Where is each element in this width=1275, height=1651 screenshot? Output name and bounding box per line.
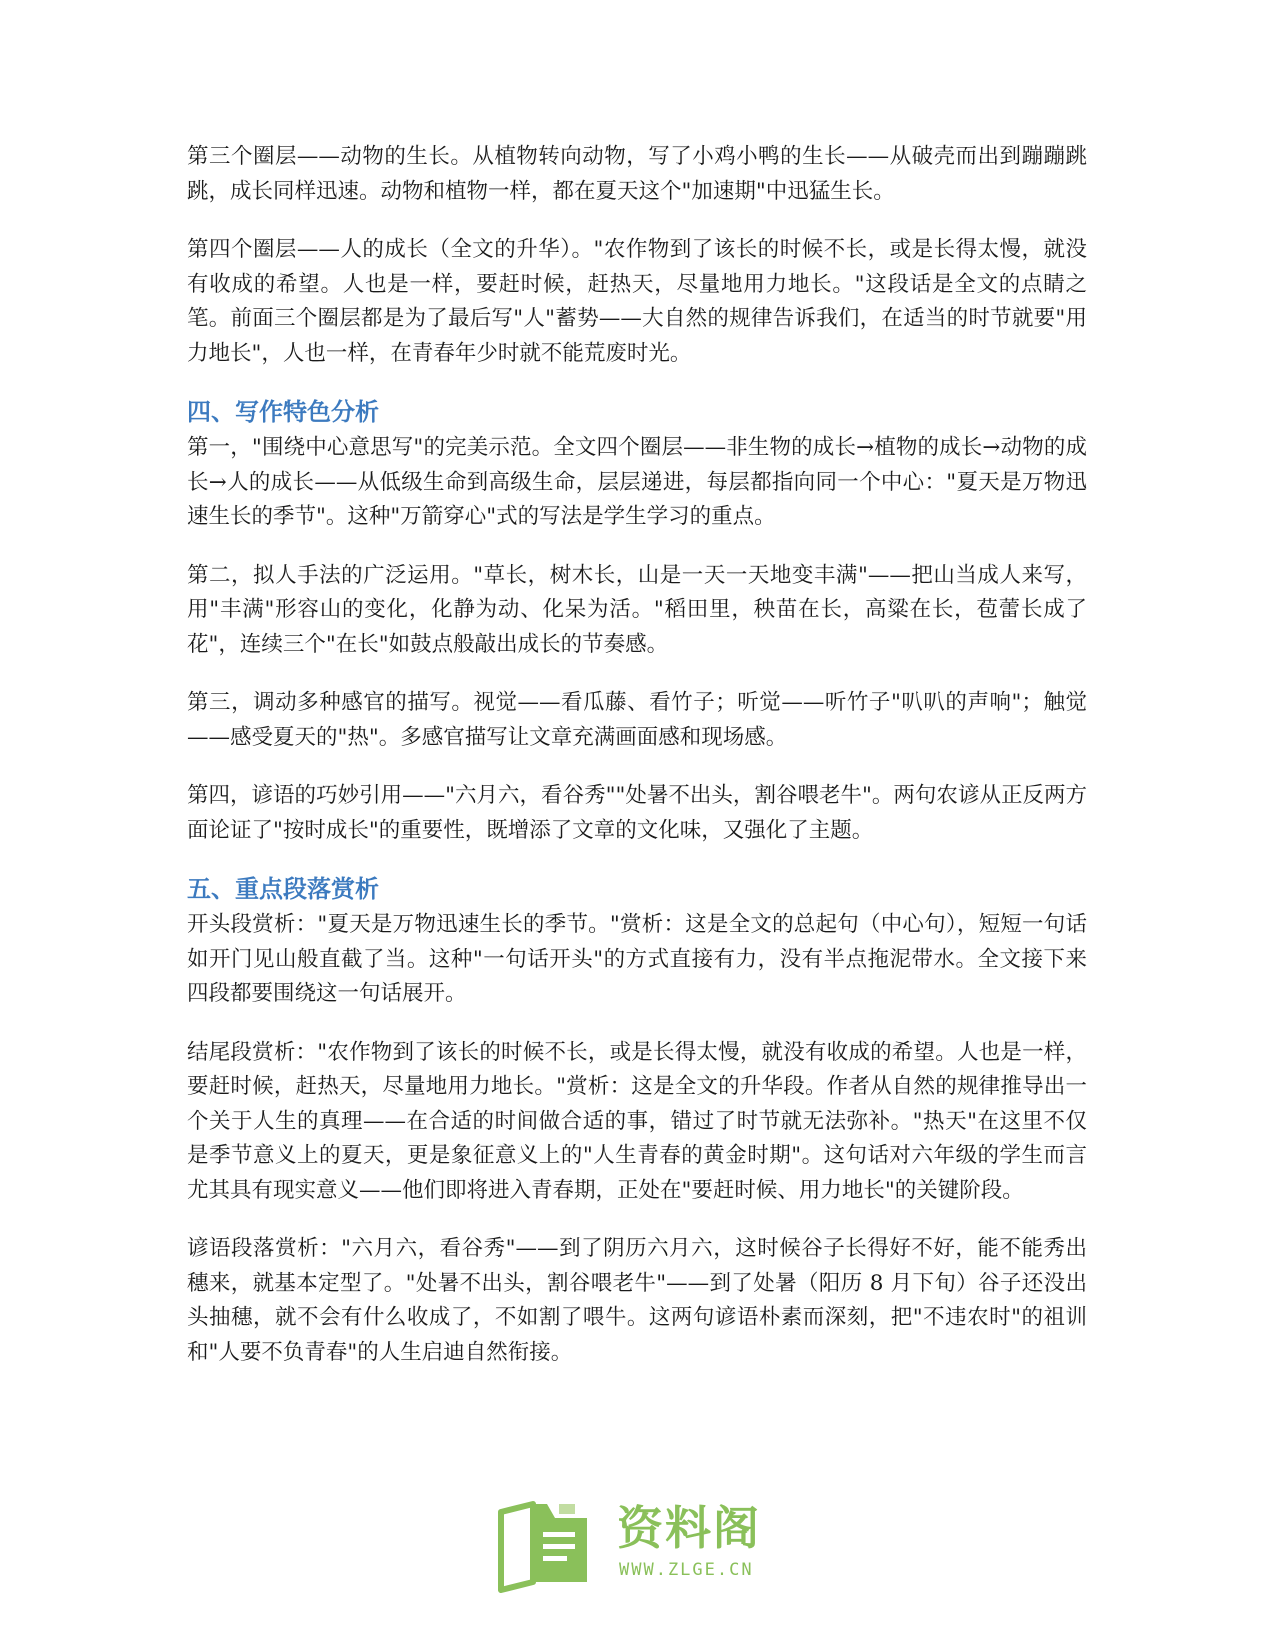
section-heading-key-paragraphs: 五、重点段落赏析 (187, 875, 379, 903)
paragraph-fourth-circle: 第四个圈层——人的成长（全文的升华）。"农作物到了该长的时候不长，或是长得太慢，就没有收成的希望。人也是一样，要赶时候，赶热天，尽量地用力地长。"这段话是全文的点睛之笔。前面三个圈层都是为了最后写"人"蓄势——大自然的规律告诉我们，在适当的时节就要"用力地长"，人也一样，在青春年少时就不能荒废时光。 (187, 237, 1087, 366)
section-heading-writing-features: 四、写作特色分析 (187, 398, 379, 426)
paragraph-feature-2: 第二，拟人手法的广泛运用。"草长，树木长，山是一天一天地变丰满"——把山当成人来写，用"丰满"形容山的变化，化静为动、化呆为活。"稻田里，秧苗在长，高粱在长，苞蕾长成了花"，连续三个"在长"如鼓点般敲出成长的节奏感。 (187, 562, 1087, 657)
brand-name: 资料阁 (617, 1501, 761, 1555)
paragraph-feature-3: 第三，调动多种感官的描写。视觉——看瓜藤、看竹子；听觉——听竹子"叭叭的声响"；触觉——感受夏天的"热"。多感官描写让文章充满画面感和现场感。 (187, 690, 1087, 750)
paragraph-opening-analysis: 开头段赏析："夏天是万物迅速生长的季节。"赏析：这是全文的总起句（中心句），短短一句话如开门见山般直截了当。这种"一句话开头"的方式直接有力，没有半点拖泥带水。全文接下来四段都要围绕这一句话展开。 (187, 912, 1087, 1006)
book-icon (495, 1498, 611, 1594)
paragraph-feature-4: 第四，谚语的巧妙引用——"六月六，看谷秀""处暑不出头，割谷喂老牛"。两句农谚从正反两方面论证了"按时成长"的重要性，既增添了文章的文化味，又强化了主题。 (187, 783, 1087, 843)
paragraph-feature-1: 第一，"围绕中心意思写"的完美示范。全文四个圈层——非生物的成长→植物的成长→动物的成长→人的成长——从低级生命到高级生命，层层递进，每层都指向同一个中心："夏天是万物迅速生长的季节"。这种"万箭穿心"式的写法是学生学习的重点。 (187, 435, 1087, 529)
brand-url: WWW.ZLGE.CN (619, 1560, 754, 1580)
paragraph-proverb-analysis: 谚语段落赏析："六月六，看谷秀"——到了阴历六月六，这时候谷子长得好不好，能不能秀出穗来，就基本定型了。"处暑不出头，割谷喂老牛"——到了处暑（阳历 8 月下旬）谷子还没出头抽穗，就不会有什么收成了，不如割了喂牛。这两句谚语朴素而深刻，把"不违农时"的祖训和"人要不负青春"的人生启迪自然衔接。 (187, 1236, 1087, 1365)
footer-logo (495, 1498, 775, 1608)
paragraph-ending-analysis: 结尾段赏析："农作物到了该长的时候不长，或是长得太慢，就没有收成的希望。人也是一样，要赶时候，赶热天，尽量地用力地长。"赏析：这是全文的升华段。作者从自然的规律推导出一个关于人生的真理——在合适的时间做合适的事，错过了时节就无法弥补。"热天"在这里不仅是季节意义上的夏天，更是象征意义上的"人生青春的黄金时期"。这句话对六年级的学生而言尤其具有现实意义——他们即将进入青春期，正处在"要赶时候、用力地长"的关键阶段。 (187, 1039, 1087, 1203)
paragraph-third-circle: 第三个圈层——动物的生长。从植物转向动物，写了小鸡小鸭的生长——从破壳而出到蹦蹦跳跳，成长同样迅速。动物和植物一样，都在夏天这个"加速期"中迅猛生长。 (187, 144, 1087, 204)
document-body (187, 140, 1087, 1394)
